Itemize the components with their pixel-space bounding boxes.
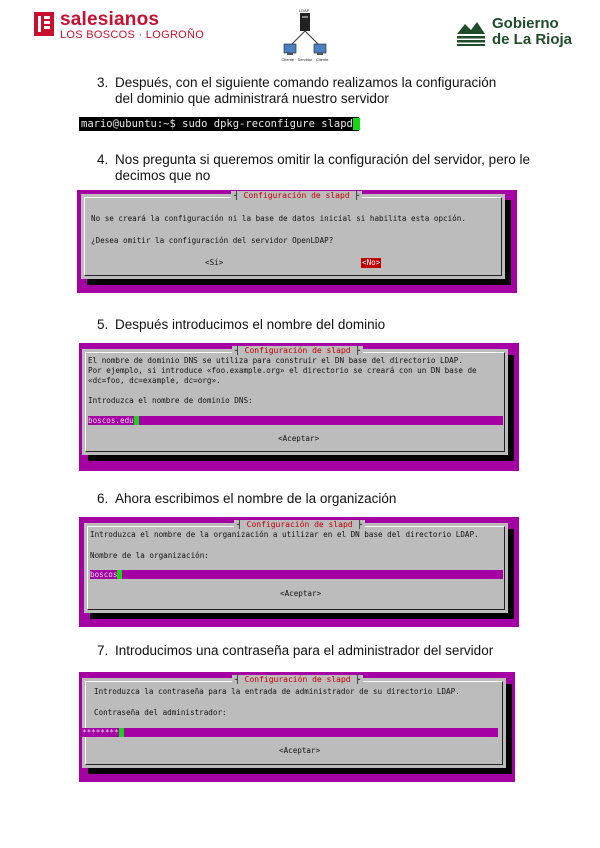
yes-button[interactable]: <Sí> xyxy=(205,258,224,267)
ldap-network-logo xyxy=(280,10,330,62)
dialog-question: ¿Desea omitir la configuración del servidor OpenLDAP? xyxy=(91,236,334,245)
gobierno-logo xyxy=(455,16,572,48)
page-header xyxy=(0,0,600,70)
input-cursor xyxy=(134,416,139,425)
gobierno-emblem-icon xyxy=(455,18,487,46)
terminal-organization xyxy=(79,517,519,627)
dialog-text-line: Introduzca la contraseña para la entrada de administrador de su directorio LDAP. xyxy=(94,687,460,696)
step-4 xyxy=(97,152,530,184)
terminal-omit-config xyxy=(77,190,517,293)
salesianos-subtitle: LOS BOSCOS · LOGROÑO xyxy=(60,29,205,41)
step-number: 4. xyxy=(97,152,109,167)
accept-button[interactable]: <Aceptar> xyxy=(278,434,320,443)
ldap-network-icon xyxy=(280,10,330,62)
step-text-continued: del dominio que administrará nuestro servidor xyxy=(115,91,389,106)
accept-button[interactable]: <Aceptar> xyxy=(279,746,321,755)
step-text: Nos pregunta si queremos omitir la configuración del servidor, pero le xyxy=(115,152,530,167)
dialog-title: ┤ Configuración de slapd ├ xyxy=(231,191,362,203)
step-number: 7. xyxy=(97,643,109,658)
password-input[interactable] xyxy=(82,728,498,737)
dialog-title: ┤ Configuración de slapd ├ xyxy=(232,346,363,358)
step-number: 5. xyxy=(97,317,109,332)
password-input-value: ******** xyxy=(82,728,124,737)
ldap-logo-caption: Cliente · Servidor · Cliente xyxy=(281,57,329,62)
salesianos-title: salesianos xyxy=(60,9,160,30)
terminal-prompt: mario@ubuntu:~$ xyxy=(81,118,183,130)
dialog-prompt: Contraseña del administrador: xyxy=(94,708,227,717)
gobierno-title: Gobierno xyxy=(492,15,559,32)
dialog-domain xyxy=(82,346,508,455)
domain-input[interactable] xyxy=(88,416,503,425)
step-text: Introducimos una contraseña para el administrador del servidor xyxy=(115,643,494,658)
step-text-continued: decimos que no xyxy=(115,168,211,183)
dialog-organization xyxy=(84,520,508,613)
dialog-omit-config xyxy=(81,191,505,279)
step-3 xyxy=(97,75,496,107)
dialog-text-line: «dc=foo, dc=example, dc=org». xyxy=(88,376,221,385)
step-text: Ahora escribimos el nombre de la organización xyxy=(115,491,397,506)
step-6 xyxy=(97,491,396,507)
dialog-title: ┤ Configuración de slapd ├ xyxy=(232,675,363,687)
organization-input-value: boscos xyxy=(90,570,122,579)
step-text: Después introducimos el nombre del dominio xyxy=(115,317,386,332)
dialog-text-line: El nombre de dominio DNS se utiliza para construir el DN base del directorio LDAP. xyxy=(88,356,463,365)
terminal-password xyxy=(79,672,515,782)
input-cursor xyxy=(117,570,122,579)
input-cursor xyxy=(119,728,124,737)
dialog-text: No se creará la configuración ni la base de datos inicial si habilita esta opción. xyxy=(91,214,466,223)
gobierno-subtitle: de La Rioja xyxy=(492,31,573,48)
terminal-command: sudo dpkg-reconfigure slapd xyxy=(182,118,353,130)
domain-input-value: boscos.edu xyxy=(88,416,139,425)
salesianos-emblem-icon xyxy=(34,12,54,36)
step-number: 3. xyxy=(97,75,109,90)
terminal-command-line xyxy=(79,117,359,131)
accept-button[interactable]: <Aceptar> xyxy=(280,589,322,598)
dialog-prompt: Introduzca el nombre de dominio DNS: xyxy=(88,396,253,405)
no-button[interactable]: <No> xyxy=(362,258,381,267)
dialog-text-line: Por ejemplo, si introduce «foo.example.org» el directorio se creará con un DN base de xyxy=(88,366,477,375)
terminal-domain xyxy=(79,343,519,471)
salesianos-logo xyxy=(34,10,204,42)
step-text: Después, con el siguiente comando realizamos la configuración xyxy=(115,75,497,90)
dialog-title: ┤ Configuración de slapd ├ xyxy=(234,520,365,532)
ldap-logo-caption-top: LDAP xyxy=(299,8,310,13)
dialog-text-line: Introduzca el nombre de la organización a utilizar en el DN base del directorio LDAP. xyxy=(90,530,479,539)
step-5 xyxy=(97,317,385,333)
dialog-password xyxy=(82,675,506,768)
terminal-cursor xyxy=(353,118,360,130)
step-7 xyxy=(97,643,493,659)
organization-input[interactable] xyxy=(90,570,503,579)
dialog-prompt: Nombre de la organización: xyxy=(90,551,209,560)
step-number: 6. xyxy=(97,491,109,506)
